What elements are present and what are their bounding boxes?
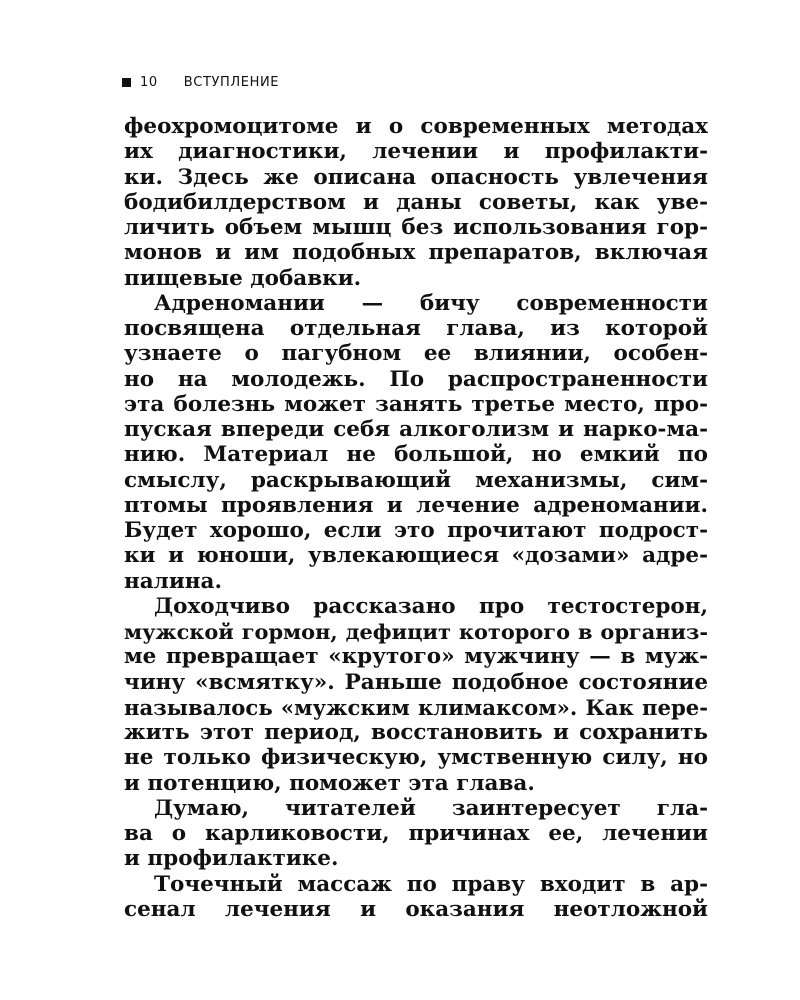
text-line: и потенцию, поможет эта глава. xyxy=(124,770,535,796)
text-line: ва о карликовости, причинах ее, лечении xyxy=(124,821,708,846)
text-line: пищевые добавки. xyxy=(124,265,362,291)
text-line: мужской гормон, дефицит которого в организ- xyxy=(124,619,708,644)
text-line: жить этот период, восстановить и сохранить xyxy=(124,720,708,745)
text-line: Будет хорошо, если это прочитают подрост- xyxy=(124,518,708,543)
text-line: Думаю, читателей заинтересует гла- xyxy=(154,795,708,821)
text-line: феохромоцитоме и о современных методах xyxy=(124,114,708,139)
text-line: нию. Материал не большой, но емкий по xyxy=(124,442,708,468)
running-head xyxy=(122,74,279,90)
text-line: Точечный массаж по праву входит в ар- xyxy=(154,871,708,897)
body-text xyxy=(124,114,708,922)
text-line: эта болезнь может занять третье место, про- xyxy=(124,391,708,417)
text-line: птомы проявления и лечение адреномании. xyxy=(124,492,708,518)
text-line: пуская впереди себя алкоголизм и нарко-ма- xyxy=(124,417,708,442)
text-line: смыслу, раскрывающий механизмы, сим- xyxy=(124,467,708,493)
text-line: их диагностики, лечении и профилакти- xyxy=(124,139,708,165)
text-line: бодибилдерством и даны советы, как уве- xyxy=(124,189,708,215)
text-line: Адреномании — бичу современности xyxy=(154,290,708,316)
text-line: называлось «мужским климаксом». Как пере- xyxy=(124,694,708,720)
text-line: и профилактике. xyxy=(124,846,339,872)
page-number: 10 xyxy=(140,74,158,90)
text-line: Доходчиво рассказано про тестостерон, xyxy=(154,593,708,619)
page-marker-square xyxy=(122,78,131,87)
text-line: монов и им подобных препаратов, включая xyxy=(124,240,708,266)
text-line: сенал лечения и оказания неотложной xyxy=(124,896,708,922)
text-line: налина. xyxy=(124,568,222,594)
text-line: узнаете о пагубном ее влиянии, особен- xyxy=(124,341,708,367)
text-line: чину «всмятку». Раньше подобное состояние xyxy=(124,669,708,695)
text-line: ки. Здесь же описана опасность увлечения xyxy=(124,164,708,190)
text-line: ки и юноши, увлекающиеся «дозами» адре- xyxy=(124,543,708,569)
text-line: но на молодежь. По распространенности xyxy=(124,366,708,392)
text-line: ме превращает «крутого» мужчину — в муж- xyxy=(124,644,708,670)
text-line: посвящена отдельная глава, из которой xyxy=(124,316,708,341)
text-line: личить объем мышц без использования гор- xyxy=(124,215,708,240)
text-line: не только физическую, умственную силу, но xyxy=(124,745,708,771)
section-title: ВСТУПЛЕНИЕ xyxy=(183,74,280,90)
